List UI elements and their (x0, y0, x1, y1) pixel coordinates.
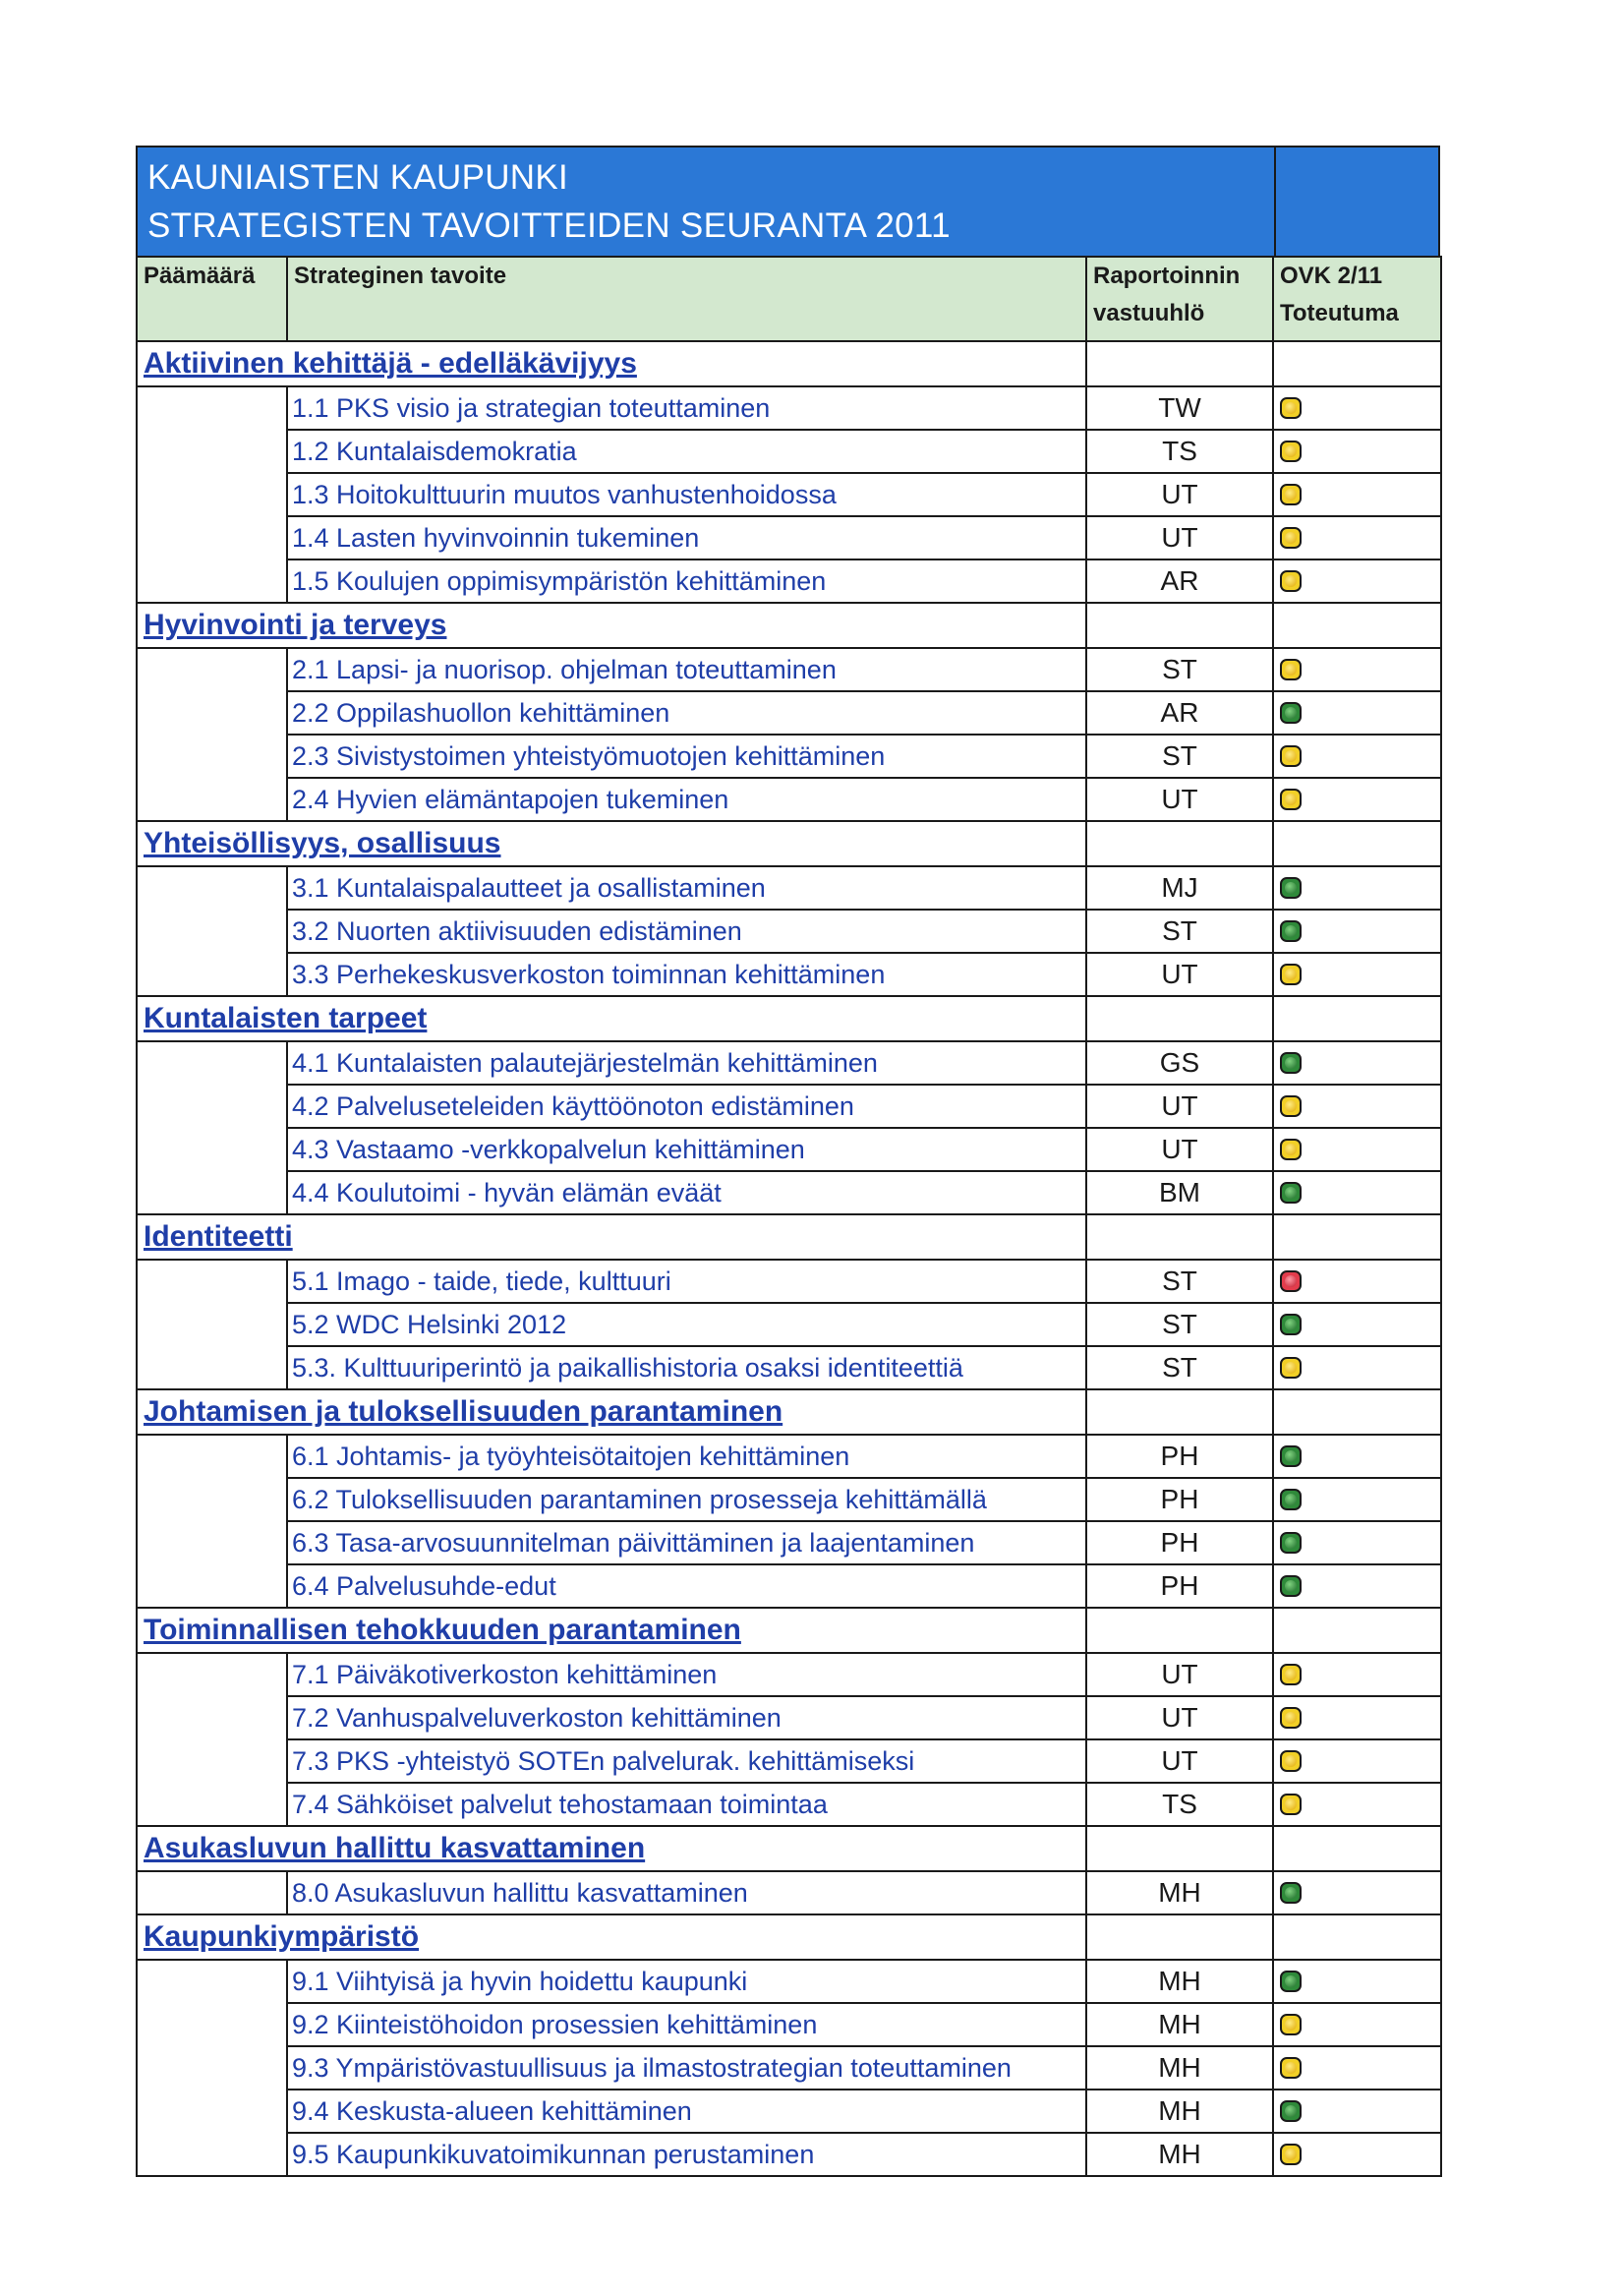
goal-title: Kuntalaisten tarpeet (137, 996, 1086, 1041)
status-cell (1273, 691, 1441, 735)
status-green-light-icon (1280, 1971, 1302, 1992)
status-cell (1273, 866, 1441, 910)
status-yellow-light-icon (1280, 527, 1302, 549)
responsible-code: ST (1086, 735, 1273, 778)
status-cell (1273, 1521, 1441, 1564)
status-green-light-icon (1280, 1489, 1302, 1510)
responsible-code: UT (1086, 953, 1273, 996)
objective-text: 5.3. Kulttuuriperintö ja paikallishistoria osaksi identiteettiä (287, 1346, 1086, 1389)
goal-row (137, 1214, 1441, 1260)
objective-text: 6.4 Palvelusuhde-edut (287, 1564, 1086, 1608)
objective-text: 5.1 Imago - taide, tiede, kulttuuri (287, 1260, 1086, 1303)
responsible-code: MH (1086, 1960, 1273, 2003)
objective-row (137, 2046, 1441, 2090)
objective-text: 7.1 Päiväkotiverkoston kehittäminen (287, 1653, 1086, 1696)
objective-row (137, 1435, 1441, 1478)
status-green-light-icon (1280, 1575, 1302, 1597)
objective-text: 9.4 Keskusta-alueen kehittäminen (287, 2090, 1086, 2133)
responsible-code: UT (1086, 516, 1273, 559)
responsible-code: MH (1086, 2090, 1273, 2133)
responsible-code: ST (1086, 1260, 1273, 1303)
status-yellow-light-icon (1280, 964, 1302, 985)
responsible-code: TS (1086, 430, 1273, 473)
status-yellow-light-icon (1280, 484, 1302, 505)
objective-text: 2.1 Lapsi- ja nuorisop. ohjelman toteuttaminen (287, 648, 1086, 691)
goal-spacer-cell (137, 691, 287, 735)
objective-text: 1.4 Lasten hyvinvoinnin tukeminen (287, 516, 1086, 559)
goal-responsible-cell (1086, 341, 1273, 386)
responsible-code: MJ (1086, 866, 1273, 910)
status-cell (1273, 1871, 1441, 1914)
objective-text: 3.3 Perhekeskusverkoston toiminnan kehittäminen (287, 953, 1086, 996)
goal-title: Identiteetti (137, 1214, 1086, 1260)
objective-text: 6.3 Tasa-arvosuunnitelman päivittäminen ja laajentaminen (287, 1521, 1086, 1564)
status-cell (1273, 735, 1441, 778)
goal-spacer-cell (137, 2133, 287, 2176)
goal-status-cell (1273, 1826, 1441, 1871)
goal-spacer-cell (137, 1171, 287, 1214)
status-yellow-light-icon (1280, 1095, 1302, 1117)
goal-spacer-cell (137, 430, 287, 473)
responsible-code: AR (1086, 559, 1273, 603)
responsible-code: UT (1086, 778, 1273, 821)
objectives-table (136, 256, 1442, 2177)
objective-text: 7.4 Sähköiset palvelut tehostamaan toimintaa (287, 1783, 1086, 1826)
objective-text: 4.2 Palveluseteleiden käyttöönoton edistäminen (287, 1085, 1086, 1128)
status-yellow-light-icon (1280, 1139, 1302, 1160)
status-cell (1273, 1128, 1441, 1171)
responsible-code: MH (1086, 2046, 1273, 2090)
status-cell (1273, 430, 1441, 473)
status-green-light-icon (1280, 1182, 1302, 1204)
responsible-code: MH (1086, 1871, 1273, 1914)
goal-title: Kaupunkiympäristö (137, 1914, 1086, 1960)
objective-text: 5.2 WDC Helsinki 2012 (287, 1303, 1086, 1346)
goal-spacer-cell (137, 1260, 287, 1303)
objective-row (137, 691, 1441, 735)
objective-row (137, 910, 1441, 953)
goal-spacer-cell (137, 735, 287, 778)
goal-row (137, 996, 1441, 1041)
responsible-code: MH (1086, 2003, 1273, 2046)
goal-responsible-cell (1086, 1914, 1273, 1960)
objective-text: 7.2 Vanhuspalveluverkoston kehittäminen (287, 1696, 1086, 1739)
goal-spacer-cell (137, 953, 287, 996)
goal-status-cell (1273, 603, 1441, 648)
objective-text: 2.2 Oppilashuollon kehittäminen (287, 691, 1086, 735)
status-yellow-light-icon (1280, 1357, 1302, 1379)
status-yellow-light-icon (1280, 745, 1302, 767)
objective-text: 4.3 Vastaamo -verkkopalvelun kehittäminen (287, 1128, 1086, 1171)
objective-row (137, 1041, 1441, 1085)
title-band (136, 146, 1440, 256)
objective-text: 1.1 PKS visio ja strategian toteuttaminen (287, 386, 1086, 430)
status-yellow-light-icon (1280, 1750, 1302, 1772)
responsible-code: ST (1086, 910, 1273, 953)
responsible-code: TW (1086, 386, 1273, 430)
status-cell (1273, 1346, 1441, 1389)
objective-row (137, 1346, 1441, 1389)
status-yellow-light-icon (1280, 1794, 1302, 1815)
goal-spacer-cell (137, 1085, 287, 1128)
objective-row (137, 1521, 1441, 1564)
goal-row (137, 821, 1441, 866)
goal-row (137, 1914, 1441, 1960)
goal-responsible-cell (1086, 1608, 1273, 1653)
objective-text: 9.3 Ympäristövastuullisuus ja ilmastostrategian toteuttaminen (287, 2046, 1086, 2090)
objective-row (137, 1303, 1441, 1346)
goal-status-cell (1273, 996, 1441, 1041)
objective-row (137, 2003, 1441, 2046)
objective-text: 3.1 Kuntalaispalautteet ja osallistaminen (287, 866, 1086, 910)
goal-row (137, 341, 1441, 386)
status-cell (1273, 648, 1441, 691)
status-yellow-light-icon (1280, 1707, 1302, 1729)
status-cell (1273, 516, 1441, 559)
status-green-light-icon (1280, 1314, 1302, 1335)
goal-spacer-cell (137, 1653, 287, 1696)
title-line-2: STRATEGISTEN TAVOITTEIDEN SEURANTA 2011 (147, 206, 951, 245)
status-cell (1273, 1564, 1441, 1608)
objective-text: 4.1 Kuntalaisten palautejärjestelmän kehittäminen (287, 1041, 1086, 1085)
status-cell (1273, 1783, 1441, 1826)
column-header-row (137, 257, 1441, 341)
status-cell (1273, 910, 1441, 953)
objective-text: 2.4 Hyvien elämäntapojen tukeminen (287, 778, 1086, 821)
goal-spacer-cell (137, 1564, 287, 1608)
goal-spacer-cell (137, 1041, 287, 1085)
status-cell (1273, 953, 1441, 996)
status-cell (1273, 1696, 1441, 1739)
status-yellow-light-icon (1280, 397, 1302, 419)
objective-row (137, 953, 1441, 996)
objective-text: 2.3 Sivistystoimen yhteistyömuotojen kehittäminen (287, 735, 1086, 778)
goal-spacer-cell (137, 1521, 287, 1564)
status-cell (1273, 1435, 1441, 1478)
objective-row (137, 1653, 1441, 1696)
objective-row (137, 1128, 1441, 1171)
objective-text: 3.2 Nuorten aktiivisuuden edistäminen (287, 910, 1086, 953)
status-cell (1273, 778, 1441, 821)
responsible-code: ST (1086, 1303, 1273, 1346)
status-cell (1273, 1478, 1441, 1521)
goal-status-cell (1273, 1914, 1441, 1960)
goal-spacer-cell (137, 866, 287, 910)
goal-responsible-cell (1086, 1826, 1273, 1871)
column-header-status: OVK 2/11 Toteutuma (1273, 257, 1441, 341)
goal-spacer-cell (137, 1303, 287, 1346)
goal-spacer-cell (137, 2090, 287, 2133)
objective-row (137, 1696, 1441, 1739)
goal-spacer-cell (137, 516, 287, 559)
status-cell (1273, 2090, 1441, 2133)
status-cell (1273, 2003, 1441, 2046)
status-cell (1273, 1260, 1441, 1303)
goal-status-cell (1273, 1608, 1441, 1653)
goal-spacer-cell (137, 386, 287, 430)
status-yellow-light-icon (1280, 441, 1302, 462)
goal-responsible-cell (1086, 821, 1273, 866)
status-yellow-light-icon (1280, 570, 1302, 592)
goal-spacer-cell (137, 1696, 287, 1739)
status-cell (1273, 559, 1441, 603)
objective-text: 7.3 PKS -yhteistyö SOTEn palvelurak. kehittämiseksi (287, 1739, 1086, 1783)
responsible-code: UT (1086, 1653, 1273, 1696)
goal-spacer-cell (137, 1783, 287, 1826)
status-yellow-light-icon (1280, 1664, 1302, 1685)
responsible-code: UT (1086, 1696, 1273, 1739)
objective-text: 9.5 Kaupunkikuvatoimikunnan perustaminen (287, 2133, 1086, 2176)
status-red-light-icon (1280, 1270, 1302, 1292)
goal-title: Hyvinvointi ja terveys (137, 603, 1086, 648)
responsible-code: UT (1086, 1739, 1273, 1783)
objective-row (137, 516, 1441, 559)
goal-spacer-cell (137, 778, 287, 821)
responsible-code: UT (1086, 1085, 1273, 1128)
responsible-code: UT (1086, 473, 1273, 516)
status-green-light-icon (1280, 2100, 1302, 2122)
responsible-code: TS (1086, 1783, 1273, 1826)
column-header-goal: Päämäärä (137, 257, 287, 341)
goal-spacer-cell (137, 1478, 287, 1521)
goal-row (137, 1389, 1441, 1435)
objective-row (137, 1960, 1441, 2003)
goal-responsible-cell (1086, 603, 1273, 648)
goal-spacer-cell (137, 2003, 287, 2046)
goal-responsible-cell (1086, 1389, 1273, 1435)
goal-responsible-cell (1086, 996, 1273, 1041)
objective-text: 6.2 Tuloksellisuuden parantaminen prosesseja kehittämällä (287, 1478, 1086, 1521)
responsible-code: PH (1086, 1564, 1273, 1608)
status-green-light-icon (1280, 1052, 1302, 1074)
responsible-code: AR (1086, 691, 1273, 735)
responsible-code: UT (1086, 1128, 1273, 1171)
strategy-tracking-sheet (136, 146, 1440, 2177)
goal-spacer-cell (137, 1128, 287, 1171)
status-cell (1273, 1303, 1441, 1346)
status-cell (1273, 2046, 1441, 2090)
goal-title: Asukasluvun hallittu kasvattaminen (137, 1826, 1086, 1871)
column-header-objective: Strateginen tavoite (287, 257, 1086, 341)
objective-row (137, 559, 1441, 603)
status-cell (1273, 1960, 1441, 2003)
status-cell (1273, 386, 1441, 430)
status-yellow-light-icon (1280, 789, 1302, 810)
objective-row (137, 866, 1441, 910)
goal-spacer-cell (137, 910, 287, 953)
objective-row (137, 1783, 1441, 1826)
status-cell (1273, 473, 1441, 516)
responsible-code: PH (1086, 1521, 1273, 1564)
goal-title: Johtamisen ja tuloksellisuuden parantaminen (137, 1389, 1086, 1435)
responsible-code: MH (1086, 2133, 1273, 2176)
objective-row (137, 2133, 1441, 2176)
objective-row (137, 1739, 1441, 1783)
objective-row (137, 735, 1441, 778)
objective-text: 8.0 Asukasluvun hallittu kasvattaminen (287, 1871, 1086, 1914)
objective-row (137, 430, 1441, 473)
goal-responsible-cell (1086, 1214, 1273, 1260)
goal-title: Aktiivinen kehittäjä - edelläkävijyys (137, 341, 1086, 386)
status-green-light-icon (1280, 877, 1302, 899)
status-cell (1273, 1041, 1441, 1085)
objective-row (137, 1171, 1441, 1214)
objective-row (137, 473, 1441, 516)
goal-status-cell (1273, 1214, 1441, 1260)
goal-spacer-cell (137, 1871, 287, 1914)
responsible-code: PH (1086, 1435, 1273, 1478)
column-header-responsible: Raportoinnin vastuuhlö (1086, 257, 1273, 341)
goal-spacer-cell (137, 473, 287, 516)
goal-spacer-cell (137, 559, 287, 603)
status-yellow-light-icon (1280, 2014, 1302, 2035)
goal-title: Yhteisöllisyys, osallisuus (137, 821, 1086, 866)
objective-row (137, 778, 1441, 821)
status-yellow-light-icon (1280, 2144, 1302, 2165)
objective-row (137, 1260, 1441, 1303)
status-yellow-light-icon (1280, 2057, 1302, 2079)
status-green-light-icon (1280, 702, 1302, 724)
objective-row (137, 1085, 1441, 1128)
goal-spacer-cell (137, 1435, 287, 1478)
objective-row (137, 648, 1441, 691)
goal-title: Toiminnallisen tehokkuuden parantaminen (137, 1608, 1086, 1653)
title-divider (1274, 147, 1276, 256)
objective-row (137, 386, 1441, 430)
responsible-code: PH (1086, 1478, 1273, 1521)
objective-text: 1.2 Kuntalaisdemokratia (287, 430, 1086, 473)
goal-spacer-cell (137, 1739, 287, 1783)
goal-status-cell (1273, 341, 1441, 386)
status-green-light-icon (1280, 1445, 1302, 1467)
objective-row (137, 1564, 1441, 1608)
goal-row (137, 1826, 1441, 1871)
goal-spacer-cell (137, 2046, 287, 2090)
document-title (147, 153, 1278, 250)
status-cell (1273, 2133, 1441, 2176)
goal-row (137, 1608, 1441, 1653)
goal-spacer-cell (137, 1960, 287, 2003)
objective-row (137, 1871, 1441, 1914)
status-green-light-icon (1280, 1882, 1302, 1904)
objective-row (137, 2090, 1441, 2133)
objective-text: 6.1 Johtamis- ja työyhteisötaitojen kehittäminen (287, 1435, 1086, 1478)
goal-spacer-cell (137, 648, 287, 691)
status-green-light-icon (1280, 920, 1302, 942)
objective-text: 4.4 Koulutoimi - hyvän elämän eväät (287, 1171, 1086, 1214)
objective-text: 1.5 Koulujen oppimisympäristön kehittäminen (287, 559, 1086, 603)
objective-text: 9.2 Kiinteistöhoidon prosessien kehittäminen (287, 2003, 1086, 2046)
objective-row (137, 1478, 1441, 1521)
status-green-light-icon (1280, 1532, 1302, 1554)
goal-status-cell (1273, 821, 1441, 866)
status-cell (1273, 1739, 1441, 1783)
objective-text: 1.3 Hoitokulttuurin muutos vanhustenhoidossa (287, 473, 1086, 516)
goal-row (137, 603, 1441, 648)
status-cell (1273, 1653, 1441, 1696)
responsible-code: ST (1086, 648, 1273, 691)
goal-spacer-cell (137, 1346, 287, 1389)
responsible-code: ST (1086, 1346, 1273, 1389)
responsible-code: GS (1086, 1041, 1273, 1085)
responsible-code: BM (1086, 1171, 1273, 1214)
status-cell (1273, 1171, 1441, 1214)
objective-text: 9.1 Viihtyisä ja hyvin hoidettu kaupunki (287, 1960, 1086, 2003)
title-line-1: KAUNIAISTEN KAUPUNKI (147, 158, 569, 197)
status-yellow-light-icon (1280, 659, 1302, 680)
status-cell (1273, 1085, 1441, 1128)
goal-status-cell (1273, 1389, 1441, 1435)
